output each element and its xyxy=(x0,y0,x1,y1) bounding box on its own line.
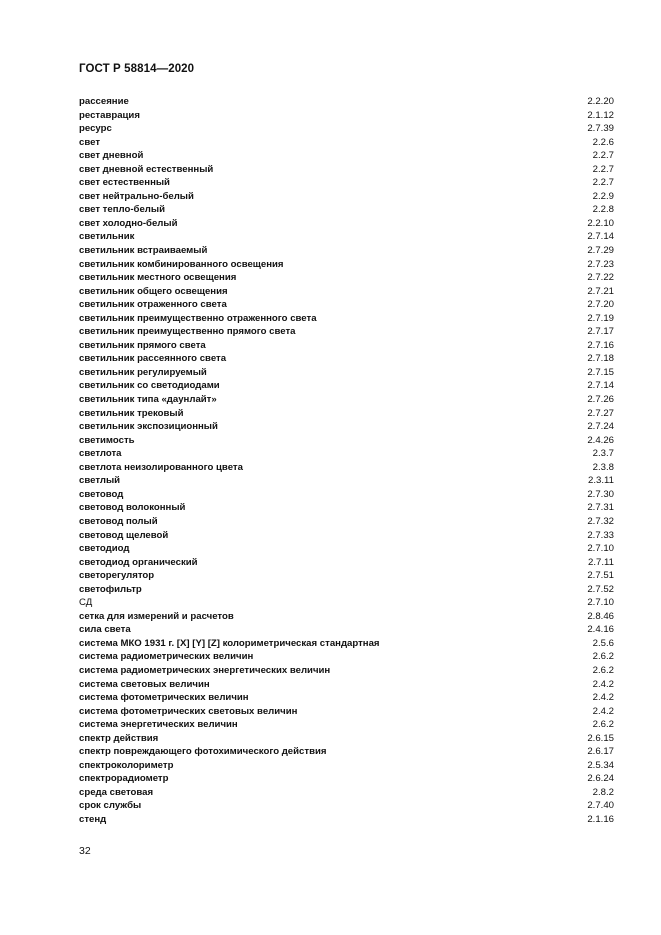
index-reference: 2.3.7 xyxy=(592,448,614,460)
index-entry xyxy=(79,718,614,732)
index-entry xyxy=(79,515,614,529)
index-reference: 2.7.19 xyxy=(587,312,614,324)
index-term: светлота неизолированного цвета xyxy=(79,461,243,473)
index-reference: 2.2.7 xyxy=(592,163,614,175)
index-reference: 2.3.11 xyxy=(588,475,614,487)
index-entry xyxy=(79,596,614,610)
index-reference: 2.2.20 xyxy=(587,96,614,107)
index-entry xyxy=(79,678,614,692)
index-term: спектроколориметр xyxy=(79,759,174,771)
index-entry xyxy=(79,312,614,326)
index-entry xyxy=(79,379,614,393)
document-header: ГОСТ Р 58814—2020 xyxy=(79,63,195,75)
index-reference: 2.7.32 xyxy=(587,515,614,527)
index-entry xyxy=(79,258,614,272)
index-reference: 2.7.31 xyxy=(587,502,614,514)
index-entry xyxy=(79,244,614,258)
index-entry xyxy=(79,271,614,285)
index-entry xyxy=(79,203,614,217)
index-term: ресурс xyxy=(79,123,112,135)
page-number: 32 xyxy=(79,845,91,857)
index-entry xyxy=(79,230,614,244)
index-term: светодиод органический xyxy=(79,556,198,568)
index-term: спектр повреждающего фотохимического действия xyxy=(79,746,327,758)
index-reference: 2.2.10 xyxy=(587,217,614,229)
index-reference: 2.7.20 xyxy=(587,299,614,311)
index-reference: 2.6.2 xyxy=(592,664,614,676)
index-reference: 2.7.14 xyxy=(587,231,614,243)
index-entry xyxy=(79,664,614,678)
index-term: свет естественный xyxy=(79,177,170,189)
index-reference: 2.7.18 xyxy=(587,353,614,365)
index-term: свет нейтрально-белый xyxy=(79,190,194,202)
index-term: сетка для измерений и расчетов xyxy=(79,610,234,622)
index-term: светильник xyxy=(79,231,135,243)
index-entry xyxy=(79,163,614,177)
index-entry xyxy=(79,366,614,380)
index-entry xyxy=(79,176,614,190)
index-entry xyxy=(79,623,614,637)
index-term: светильник со светодиодами xyxy=(79,380,220,392)
index-term: система световых величин xyxy=(79,678,210,690)
index-term: светильник рассеянного света xyxy=(79,353,227,365)
index-entry xyxy=(79,461,614,475)
index-reference: 2.8.2 xyxy=(592,786,614,798)
index-reference: 2.6.2 xyxy=(592,719,614,731)
index-term: светорегулятор xyxy=(79,570,155,582)
index-reference: 2.7.52 xyxy=(587,583,614,595)
index-entry xyxy=(79,149,614,163)
index-reference: 2.7.40 xyxy=(587,800,614,812)
index-reference: 2.7.24 xyxy=(587,421,614,433)
index-reference: 2.7.10 xyxy=(587,543,614,555)
index-term: светильник встраиваемый xyxy=(79,245,208,257)
index-reference: 2.6.2 xyxy=(592,651,614,663)
index-reference: 2.7.15 xyxy=(587,366,614,378)
index-reference: 2.2.9 xyxy=(592,190,614,202)
index-reference: 2.7.16 xyxy=(587,339,614,351)
index-reference: 2.7.39 xyxy=(587,123,614,135)
index-term: светильник отраженного света xyxy=(79,299,227,311)
index-entry xyxy=(79,637,614,651)
index-reference: 2.7.51 xyxy=(587,570,614,582)
index-term: реставрация xyxy=(79,109,140,121)
index-entry xyxy=(79,772,614,786)
index-term: свет тепло-белый xyxy=(79,204,165,216)
index-reference: 2.4.16 xyxy=(587,624,614,636)
index-entry xyxy=(79,759,614,773)
index-term: система радиометрических энергетических величин xyxy=(79,664,331,676)
index-reference: 2.3.8 xyxy=(592,461,614,473)
index-entry xyxy=(79,583,614,597)
index-entry xyxy=(79,705,614,719)
index-term: светильник комбинированного освещения xyxy=(79,258,284,270)
index-entry xyxy=(79,691,614,705)
index-term: светильник экспозиционный xyxy=(79,421,218,433)
index-term: свет холодно-белый xyxy=(79,217,178,229)
index-reference: 2.5.34 xyxy=(587,759,614,771)
index-reference: 2.7.26 xyxy=(587,394,614,406)
index-entry xyxy=(79,217,614,231)
index-entry xyxy=(79,122,614,136)
index-term: срок службы xyxy=(79,800,142,812)
index-term: светодиод xyxy=(79,543,130,555)
index-entry xyxy=(79,556,614,570)
index-reference: 2.7.29 xyxy=(587,245,614,257)
index-term: свет дневной xyxy=(79,150,144,162)
index-entry xyxy=(79,447,614,461)
index-reference: 2.4.2 xyxy=(592,692,614,704)
index-entry xyxy=(79,745,614,759)
index-entry xyxy=(79,352,614,366)
index-reference: 2.7.33 xyxy=(587,529,614,541)
index-entry xyxy=(79,95,614,109)
index-entry xyxy=(79,786,614,800)
index-term: среда световая xyxy=(79,786,154,798)
index-reference: 2.2.7 xyxy=(592,150,614,162)
index-term: свет xyxy=(79,136,101,148)
index-entry xyxy=(79,434,614,448)
index-entry xyxy=(79,298,614,312)
index-term: система фотометрических световых величин xyxy=(79,705,298,717)
index-reference: 2.7.10 xyxy=(587,597,614,609)
index-reference: 2.4.2 xyxy=(592,705,614,717)
index-entry xyxy=(79,529,614,543)
index-reference: 2.5.6 xyxy=(592,637,614,649)
index-entry xyxy=(79,474,614,488)
index-entry xyxy=(79,339,614,353)
index-entry xyxy=(79,109,614,123)
index-reference: 2.7.17 xyxy=(587,326,614,338)
index-entry xyxy=(79,190,614,204)
index-term: рассеяние xyxy=(79,96,129,107)
index-term: СД xyxy=(79,597,93,609)
index-reference: 2.2.6 xyxy=(592,136,614,148)
index-term: система энергетических величин xyxy=(79,719,238,731)
index-entry xyxy=(79,407,614,421)
index-reference: 2.7.22 xyxy=(587,272,614,284)
index-reference: 2.7.21 xyxy=(587,285,614,297)
index-entry xyxy=(79,569,614,583)
index-entry xyxy=(79,610,614,624)
index-entry xyxy=(79,542,614,556)
index-reference: 2.7.11 xyxy=(588,556,614,568)
index-reference: 2.1.12 xyxy=(587,109,614,121)
index-entry xyxy=(79,650,614,664)
index-entry xyxy=(79,732,614,746)
index-entry xyxy=(79,488,614,502)
index-reference: 2.7.30 xyxy=(587,488,614,500)
index-term: светильник общего освещения xyxy=(79,285,228,297)
index-entry xyxy=(79,813,614,827)
index-reference: 2.6.17 xyxy=(587,746,614,758)
index-term: светильник типа «даунлайт» xyxy=(79,394,217,406)
index-reference: 2.7.14 xyxy=(587,380,614,392)
index-reference: 2.1.16 xyxy=(587,813,614,825)
index-term: система фотометрических величин xyxy=(79,692,249,704)
index-reference: 2.6.24 xyxy=(587,773,614,785)
index-term: светофильтр xyxy=(79,583,142,595)
index-reference: 2.4.2 xyxy=(592,678,614,690)
index-reference: 2.4.26 xyxy=(587,434,614,446)
index-reference: 2.7.23 xyxy=(587,258,614,270)
index-term: светильник местного освещения xyxy=(79,272,237,284)
index-term: спектрорадиометр xyxy=(79,773,169,785)
index-term: светлота xyxy=(79,448,122,460)
index-reference: 2.6.15 xyxy=(587,732,614,744)
index-entry xyxy=(79,285,614,299)
index-entry xyxy=(79,799,614,813)
index-term: световод волоконный xyxy=(79,502,186,514)
index-term: система МКО 1931 г. [X] [Y] [Z] колориметрическая стандартная xyxy=(79,637,380,649)
index-term: светильник преимущественно отраженного света xyxy=(79,312,317,324)
index-term: светильник регулируемый xyxy=(79,366,207,378)
index-reference: 2.2.8 xyxy=(592,204,614,216)
index-reference: 2.8.46 xyxy=(587,610,614,622)
index-term: светимость xyxy=(79,434,135,446)
index-entry xyxy=(79,420,614,434)
index-term: стенд xyxy=(79,813,107,825)
index-term: свет дневной естественный xyxy=(79,163,214,175)
index-entry xyxy=(79,501,614,515)
index-term: светильник трековый xyxy=(79,407,184,419)
index-term: световод xyxy=(79,488,124,500)
index-term: спектр действия xyxy=(79,732,159,744)
index-reference: 2.2.7 xyxy=(592,177,614,189)
term-index-list xyxy=(79,95,614,827)
index-term: светильник прямого света xyxy=(79,339,206,351)
index-entry xyxy=(79,136,614,150)
index-entry xyxy=(79,393,614,407)
index-term: светлый xyxy=(79,475,121,487)
index-reference: 2.7.27 xyxy=(587,407,614,419)
index-term: система радиометрических величин xyxy=(79,651,254,663)
index-term: световод щелевой xyxy=(79,529,169,541)
index-term: сила света xyxy=(79,624,131,636)
index-entry xyxy=(79,325,614,339)
index-term: световод полый xyxy=(79,515,158,527)
index-term: светильник преимущественно прямого света xyxy=(79,326,296,338)
